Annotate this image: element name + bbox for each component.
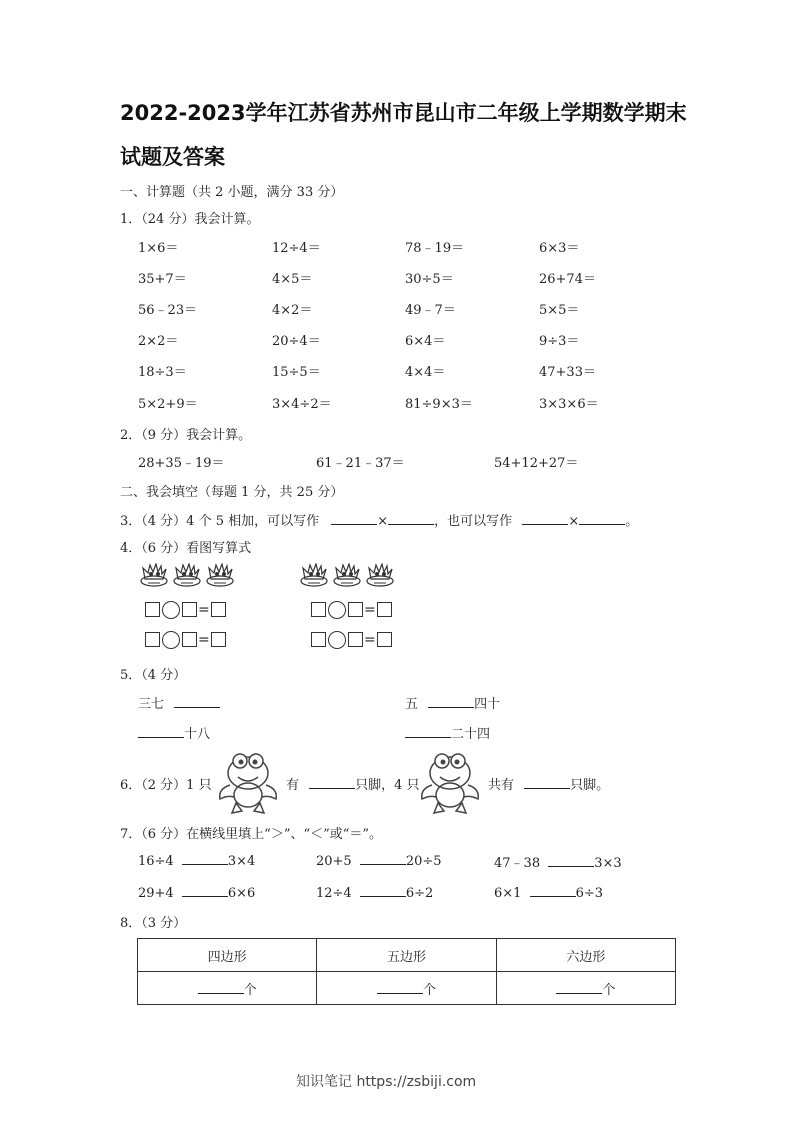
answer-box[interactable] bbox=[145, 602, 160, 617]
compare-right: 6÷3 bbox=[575, 886, 604, 901]
table-cell bbox=[138, 972, 317, 1005]
item-text: 共有 bbox=[488, 778, 515, 793]
section-heading-1: 一、计算题（共 2 小题，满分 33 分） bbox=[120, 185, 344, 200]
answer-box[interactable] bbox=[182, 632, 197, 647]
item-text: 二十四 bbox=[451, 727, 491, 742]
question-4-label: 4．（6 分）看图写算式 bbox=[120, 541, 252, 556]
compare-right: 20÷5 bbox=[405, 854, 442, 869]
answer-blank[interactable] bbox=[405, 725, 451, 738]
compare-right: 3×3 bbox=[594, 856, 622, 871]
answer-blank[interactable] bbox=[360, 852, 406, 865]
answer-blank[interactable] bbox=[522, 512, 568, 525]
question-3 bbox=[120, 510, 638, 529]
answer-blank[interactable] bbox=[524, 776, 570, 789]
table-cell bbox=[496, 972, 675, 1005]
unit-text: 个 bbox=[602, 982, 616, 998]
answer-box[interactable] bbox=[311, 602, 326, 617]
table-header-cell: 六边形 bbox=[496, 939, 675, 972]
equation-template bbox=[311, 599, 392, 619]
frog-icon bbox=[214, 751, 284, 815]
times-sign: × bbox=[377, 514, 389, 529]
equals-sign: = bbox=[364, 601, 376, 618]
unit-text: 个 bbox=[243, 982, 257, 998]
calc-item: 15÷5＝ bbox=[272, 365, 321, 380]
flower-bug-icon bbox=[140, 563, 240, 589]
table-header-row bbox=[138, 939, 676, 972]
item-text: 三七 bbox=[138, 697, 165, 712]
calc-item: 5×2+9＝ bbox=[138, 397, 198, 412]
operator-circle[interactable] bbox=[328, 631, 346, 649]
equation-template bbox=[145, 629, 226, 649]
calc-item: 1×6＝ bbox=[138, 241, 179, 256]
compare-left: 12÷4 bbox=[316, 886, 352, 901]
compare-right: 3×4 bbox=[227, 854, 256, 869]
question-3-middle: ，也可以写作 bbox=[434, 514, 513, 529]
answer-blank[interactable] bbox=[579, 512, 625, 525]
question-6-end bbox=[488, 774, 609, 793]
answer-blank[interactable] bbox=[360, 884, 406, 897]
flower-bug-icon bbox=[300, 563, 400, 589]
question-2-label: 2．（9 分）我会计算。 bbox=[120, 428, 252, 443]
answer-blank[interactable] bbox=[377, 981, 423, 994]
answer-box[interactable] bbox=[377, 602, 392, 617]
document-title-line2: 试题及答案 bbox=[120, 145, 225, 169]
compare-left: 29+4 bbox=[138, 886, 174, 901]
times-sign: × bbox=[568, 514, 580, 529]
answer-blank[interactable] bbox=[548, 854, 594, 867]
answer-box[interactable] bbox=[348, 602, 363, 617]
equals-sign: = bbox=[198, 601, 210, 618]
answer-box[interactable] bbox=[145, 632, 160, 647]
item-text: 五 bbox=[405, 697, 419, 712]
operator-circle[interactable] bbox=[328, 601, 346, 619]
equation-template bbox=[311, 629, 392, 649]
question-8-label: 8．（3 分） bbox=[120, 916, 187, 931]
document-title-line1: 2022-2023学年江苏省苏州市昆山市二年级上学期数学期末 bbox=[120, 101, 687, 125]
item-text: 只脚，4 只 bbox=[355, 778, 420, 793]
answer-blank[interactable] bbox=[331, 512, 377, 525]
question-6-rest bbox=[286, 774, 420, 793]
question-7-label: 7．（6 分）在横线里填上“＞”、“＜”或“＝”。 bbox=[120, 827, 383, 842]
calc-item: 20÷4＝ bbox=[272, 334, 321, 349]
calc-item: 18÷3＝ bbox=[138, 365, 187, 380]
answer-blank[interactable] bbox=[388, 512, 434, 525]
answer-box[interactable] bbox=[211, 632, 226, 647]
compare-item bbox=[494, 884, 603, 901]
compare-item bbox=[316, 884, 433, 901]
question-5-item-d bbox=[405, 723, 490, 742]
question-6-prefix: 6．（2 分）1 只 bbox=[120, 778, 212, 793]
question-5-item-a bbox=[138, 693, 220, 712]
calc-item: 30÷5＝ bbox=[405, 272, 454, 287]
answer-box[interactable] bbox=[182, 602, 197, 617]
answer-blank[interactable] bbox=[530, 884, 576, 897]
calc-item: 9÷3＝ bbox=[539, 334, 580, 349]
compare-right: 6÷2 bbox=[405, 886, 434, 901]
calc-item: 78﹣19＝ bbox=[405, 241, 465, 256]
compare-item bbox=[138, 884, 255, 901]
compare-item bbox=[138, 852, 255, 869]
question-1-label: 1．（24 分）我会计算。 bbox=[120, 212, 260, 227]
answer-blank[interactable] bbox=[428, 695, 474, 708]
table-cell bbox=[317, 972, 496, 1005]
compare-left: 6×1 bbox=[494, 886, 522, 901]
question-5-label: 5．（4 分） bbox=[120, 668, 187, 683]
operator-circle[interactable] bbox=[162, 631, 180, 649]
item-text: 有 bbox=[286, 778, 300, 793]
item-text: 十八 bbox=[184, 727, 211, 742]
calc-item: 26+74＝ bbox=[539, 272, 596, 287]
calc-item: 81÷9×3＝ bbox=[405, 397, 473, 412]
calc-item: 35+7＝ bbox=[138, 272, 187, 287]
calc-item: 3×4÷2＝ bbox=[272, 397, 332, 412]
answer-blank[interactable] bbox=[309, 776, 355, 789]
calc-item: 56﹣23＝ bbox=[138, 303, 198, 318]
compare-item bbox=[316, 852, 442, 869]
calc-item: 54+12+27＝ bbox=[494, 456, 579, 471]
calc-item: 2×2＝ bbox=[138, 334, 179, 349]
table-row bbox=[138, 972, 676, 1005]
answer-blank[interactable] bbox=[182, 884, 228, 897]
answer-blank[interactable] bbox=[556, 981, 602, 994]
question-4-picture-panel bbox=[137, 560, 430, 652]
answer-blank[interactable] bbox=[198, 981, 244, 994]
compare-left: 16÷4 bbox=[138, 854, 174, 869]
question-3-prefix: 3．（4 分）4 个 5 相加，可以写作 bbox=[120, 514, 320, 529]
item-text: 四十 bbox=[474, 697, 501, 712]
answer-box[interactable] bbox=[348, 632, 363, 647]
calc-item: 28+35﹣19＝ bbox=[138, 456, 225, 471]
answer-blank[interactable] bbox=[138, 725, 184, 738]
compare-right: 6×6 bbox=[227, 886, 256, 901]
answer-box[interactable] bbox=[311, 632, 326, 647]
question-5-item-b bbox=[405, 693, 500, 712]
frog-icon bbox=[416, 751, 486, 815]
compare-left: 20+5 bbox=[316, 854, 352, 869]
unit-text: 个 bbox=[422, 982, 436, 998]
calc-item: 61﹣21﹣37＝ bbox=[316, 456, 405, 471]
answer-blank[interactable] bbox=[174, 695, 220, 708]
calc-item: 6×3＝ bbox=[539, 241, 580, 256]
compare-item bbox=[494, 852, 622, 871]
question-5-item-c bbox=[138, 723, 210, 742]
operator-circle[interactable] bbox=[162, 601, 180, 619]
calc-item: 47+33＝ bbox=[539, 365, 596, 380]
section-heading-2: 二、我会填空（每题 1 分，共 25 分） bbox=[120, 485, 344, 500]
calc-item: 4×2＝ bbox=[272, 303, 313, 318]
footer-watermark: 知识笔记 https://zsbiji.com bbox=[296, 1074, 477, 1090]
calc-item: 6×4＝ bbox=[405, 334, 446, 349]
calc-item: 4×5＝ bbox=[272, 272, 313, 287]
answer-box[interactable] bbox=[377, 632, 392, 647]
answer-box[interactable] bbox=[211, 602, 226, 617]
item-text: 只脚。 bbox=[570, 778, 610, 793]
equals-sign: = bbox=[364, 631, 376, 648]
compare-left: 47﹣38 bbox=[494, 856, 541, 871]
table-header-cell: 五边形 bbox=[317, 939, 496, 972]
calc-item: 3×3×6＝ bbox=[539, 397, 599, 412]
table-header-cell: 四边形 bbox=[138, 939, 317, 972]
shape-count-table bbox=[137, 938, 676, 1005]
calc-item: 12÷4＝ bbox=[272, 241, 321, 256]
answer-blank[interactable] bbox=[182, 852, 228, 865]
question-3-end: 。 bbox=[625, 514, 639, 529]
calc-item: 5×5＝ bbox=[539, 303, 580, 318]
equation-template bbox=[145, 599, 226, 619]
equals-sign: = bbox=[198, 631, 210, 648]
calc-item: 49﹣7＝ bbox=[405, 303, 456, 318]
calc-item: 4×4＝ bbox=[405, 365, 446, 380]
